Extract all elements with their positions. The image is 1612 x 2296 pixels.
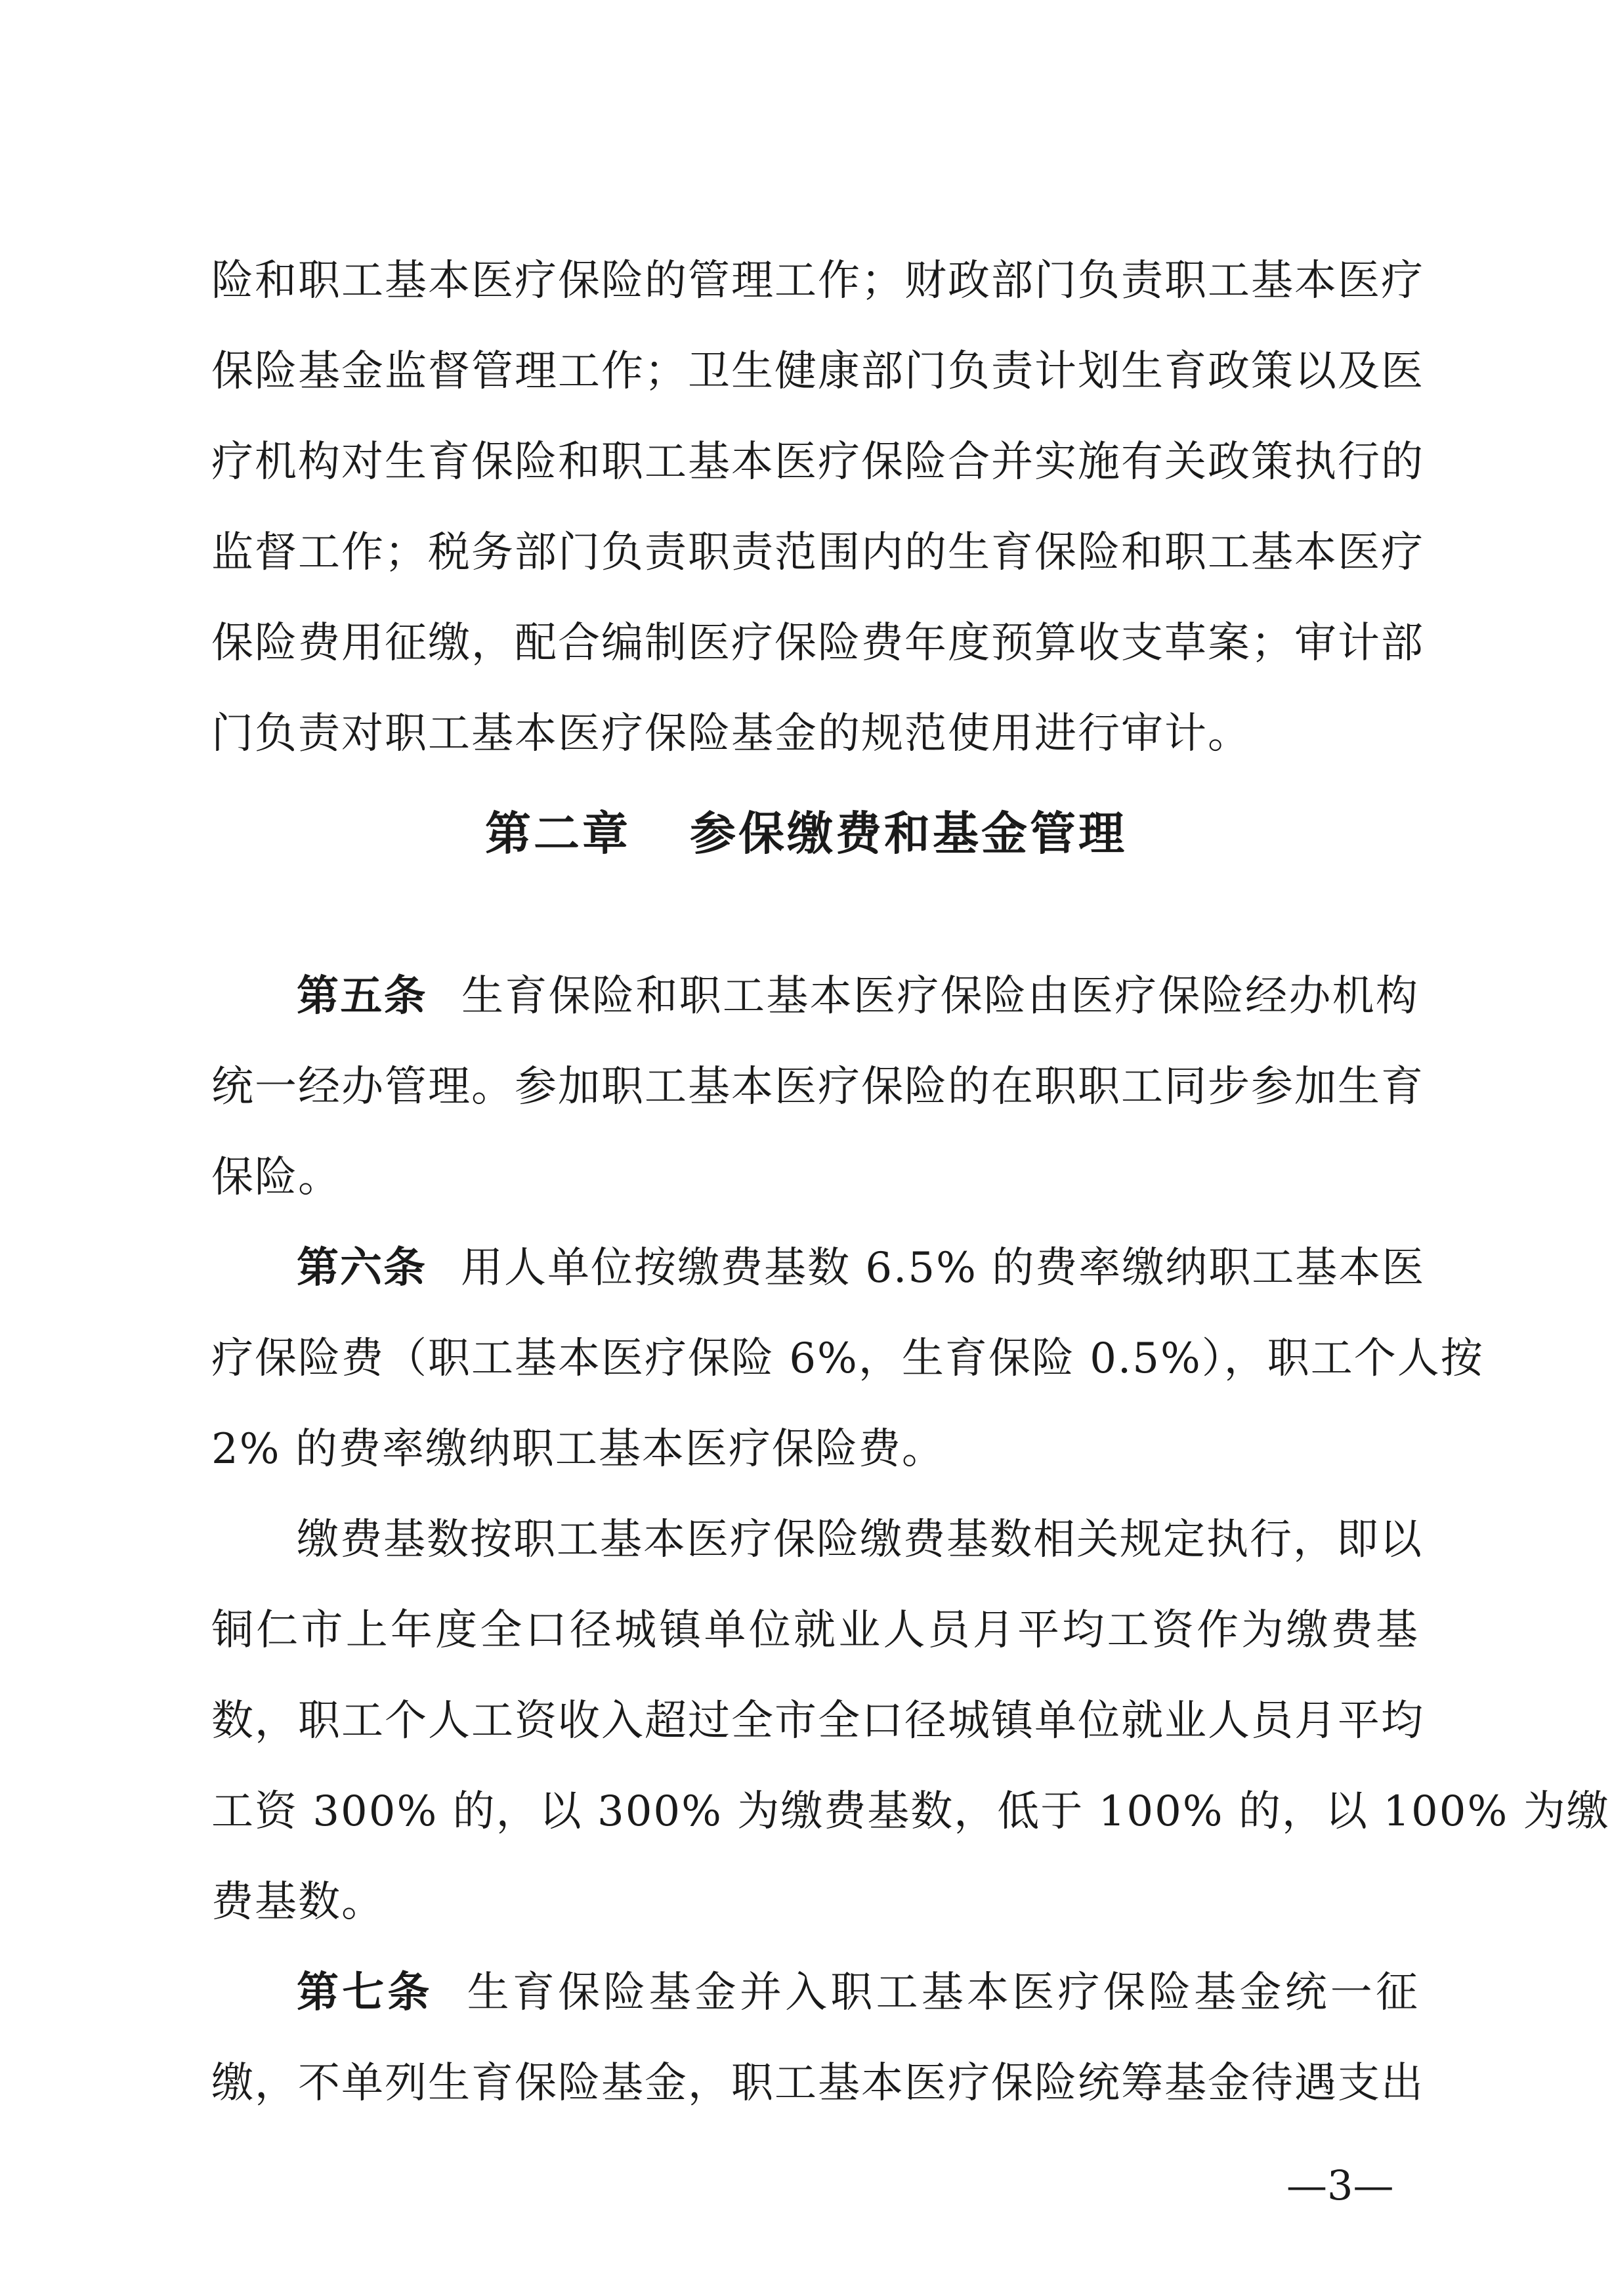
chapter-title: 参保缴费和基金管理 bbox=[690, 807, 1127, 861]
article5-line-2: 统一经办管理。参加职工基本医疗保险的在职职工同步参加生育 bbox=[211, 1063, 1424, 1111]
article5-line-3: 保险。 bbox=[211, 1153, 341, 1202]
intro-line-3: 疗机构对生育保险和职工基本医疗保险合并实施有关政策执行的 bbox=[211, 438, 1424, 486]
article6-line-3: 2% 的费率缴纳职工基本医疗保险费。 bbox=[211, 1425, 945, 1474]
base-line-4: 工资 300% 的，以 300% 为缴费基数，低于 100% 的，以 100% 为缴 bbox=[211, 1787, 1610, 1836]
article7-line-2: 缴，不单列生育保险基金，职工基本医疗保险统筹基金待遇支出 bbox=[211, 2059, 1424, 2108]
base-line-2: 铜仁市上年度全口径城镇单位就业人员月平均工资作为缴费基 bbox=[211, 1606, 1419, 1655]
article6-line-2: 疗保险费（职工基本医疗保险 6%，生育保险 0.5%），职工个人按 bbox=[211, 1334, 1484, 1383]
article7-label: 第七条 bbox=[297, 1968, 433, 2017]
intro-line-6: 门负责对职工基本医疗保险基金的规范使用进行审计。 bbox=[211, 710, 1251, 758]
base-first-line: 缴费基数按职工基本医疗保险缴费基数相关规定执行，即以 bbox=[297, 1516, 1423, 1564]
article6-first-line bbox=[297, 1242, 1426, 1294]
article6-text: 用人单位按缴费基数 6.5% 的费率缴纳职工基本医 bbox=[461, 1244, 1426, 1292]
article6-label: 第六条 bbox=[297, 1244, 427, 1292]
article5-label: 第五条 bbox=[297, 972, 427, 1021]
intro-line-1: 险和职工基本医疗保险的管理工作；财政部门负责职工基本医疗 bbox=[211, 257, 1424, 305]
article7-text: 生育保险基金并入职工基本医疗保险基金统一征 bbox=[467, 1968, 1420, 2017]
intro-line-5: 保险费用征缴，配合编制医疗保险费年度预算收支草案；审计部 bbox=[211, 619, 1424, 668]
chapter-heading bbox=[0, 804, 1612, 863]
base-line-3: 数，职工个人工资收入超过全市全口径城镇单位就业人员月平均 bbox=[211, 1697, 1424, 1745]
intro-line-2: 保险基金监督管理工作；卫生健康部门负责计划生育政策以及医 bbox=[211, 347, 1424, 396]
chapter-number: 第二章 bbox=[485, 807, 631, 861]
article5-first-line bbox=[297, 970, 1419, 1023]
intro-line-4: 监督工作；税务部门负责职责范围内的生育保险和职工基本医疗 bbox=[211, 528, 1424, 577]
base-line-5: 费基数。 bbox=[211, 1878, 385, 1926]
article5-text: 生育保险和职工基本医疗保险由医疗保险经办机构 bbox=[461, 972, 1419, 1021]
page-number: —3— bbox=[1286, 2161, 1394, 2209]
article7-first-line bbox=[297, 1966, 1419, 2019]
